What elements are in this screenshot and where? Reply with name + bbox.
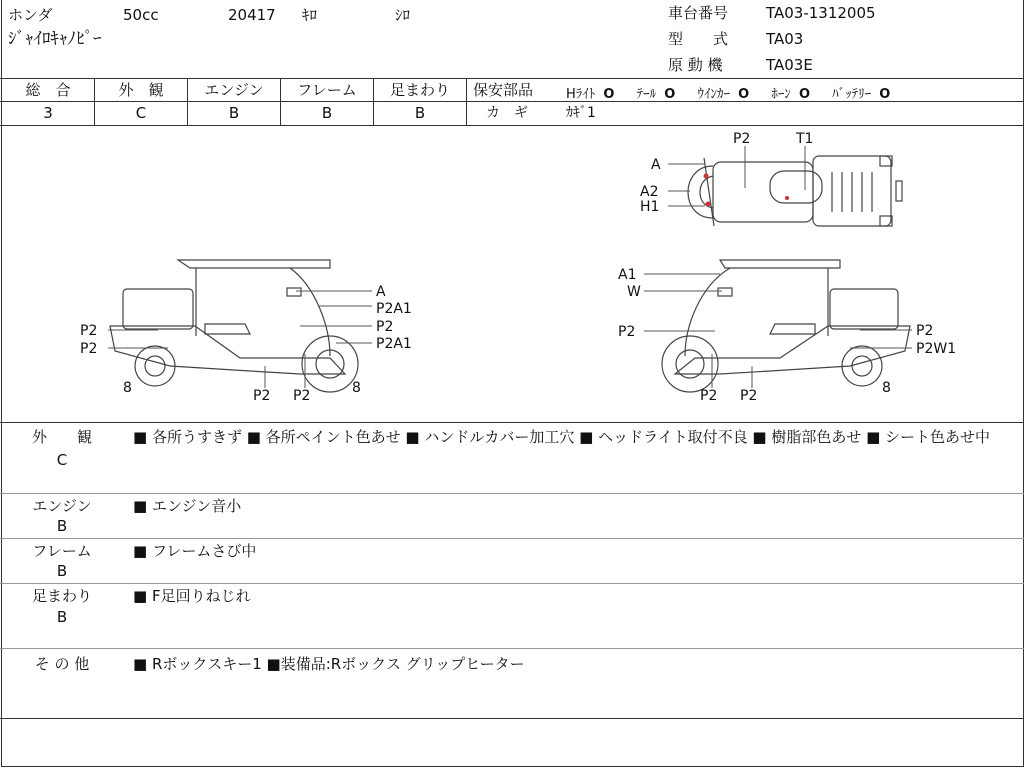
diagram-label: A1 — [618, 267, 637, 283]
diagram-label: A2 — [640, 184, 659, 200]
front-wheel — [302, 336, 358, 392]
diagram-label: P2 — [740, 388, 758, 404]
diagram-label: W — [627, 284, 641, 300]
diagram-label: P2 — [80, 323, 98, 339]
chassis-value: TA03-1312005 — [766, 4, 876, 22]
color: ｼﾛ — [395, 6, 411, 24]
top-view — [688, 156, 902, 226]
remark-grade-suspension: B — [56, 608, 68, 626]
suspension-grade-label: 足まわり — [389, 81, 450, 99]
safety-item-horn: ﾎｰﾝ — [771, 87, 791, 102]
diagram-label: A — [376, 284, 386, 300]
diagram-label: 8 — [882, 380, 891, 396]
diagram-label: P2 — [376, 319, 394, 335]
diagram-label: P2 — [700, 388, 718, 404]
divider — [0, 493, 1024, 494]
diagram-label: P2 — [80, 341, 98, 357]
diagram-label: P2A1 — [376, 301, 412, 317]
safety-item-winker: ｳｲﾝｶｰ — [697, 87, 730, 102]
diagram-label: P2 — [253, 388, 271, 404]
canopy-pillar — [290, 268, 330, 356]
canopy-roof — [720, 260, 840, 268]
divider — [0, 583, 1024, 584]
engine-grade-label: エンジン — [204, 81, 264, 99]
diagram-label: T1 — [796, 131, 814, 147]
rear-box — [123, 289, 193, 329]
safety-items — [566, 83, 890, 102]
diagram-label: P2A1 — [376, 336, 412, 352]
displacement: 50cc — [123, 6, 159, 24]
diagram-label: P2 — [733, 131, 751, 147]
remark-text-frame: ■ フレームさび中 — [133, 542, 257, 560]
safety-mark: O — [879, 87, 891, 102]
exterior-grade-label: 外 観 — [118, 81, 164, 99]
remark-text-engine: ■ エンジン音小 — [133, 497, 242, 515]
diagram-label: P2W1 — [916, 341, 957, 357]
safety-item-tail: ﾃｰﾙ — [636, 87, 657, 102]
scooter-damage-diagram — [0, 126, 1024, 423]
remark-label-suspension: 足まわり — [31, 587, 92, 605]
diagram-label: P2 — [618, 324, 636, 340]
safety-mark: O — [798, 87, 811, 102]
divider — [0, 718, 1024, 719]
diagram-label: H1 — [640, 199, 660, 215]
divider — [0, 422, 1024, 423]
type-label: 型 式 — [668, 30, 729, 48]
rear-box — [830, 289, 898, 329]
top-view-seat — [770, 171, 822, 203]
seat — [205, 324, 250, 334]
safety-parts-label: 保安部品 — [473, 81, 534, 99]
mileage: 20417 — [228, 6, 276, 24]
remark-grade-engine: B — [56, 517, 68, 535]
frame-grade-value: B — [321, 104, 333, 122]
safety-mark: O — [738, 87, 750, 102]
safety-mark: O — [664, 87, 676, 102]
engine-grade-value: B — [228, 104, 240, 122]
exterior-grade-value: C — [135, 104, 147, 122]
canopy-roof — [178, 260, 330, 268]
remark-label-other: そ の 他 — [34, 655, 90, 673]
chassis-label: 車台番号 — [668, 4, 729, 22]
overall-grade-label: 総 合 — [25, 81, 71, 99]
diagram-label: A — [651, 157, 661, 173]
mileage-unit: ｷﾛ — [302, 6, 318, 24]
right-side-view — [662, 260, 910, 392]
safety-item-headlight: Hﾗｲﾄ — [566, 87, 596, 102]
diagram-label: P2 — [916, 323, 934, 339]
safety-item-battery: ﾊﾞｯﾃﾘｰ — [832, 87, 872, 102]
remark-label-engine: エンジン — [32, 497, 92, 515]
engine-number-label: 原 動 機 — [668, 56, 723, 74]
divider — [0, 538, 1024, 539]
type-value: TA03 — [766, 30, 804, 48]
remark-grade-exterior: C — [56, 451, 68, 469]
remark-grade-frame: B — [56, 562, 68, 580]
suspension-grade-value: B — [414, 104, 426, 122]
headlight — [287, 288, 301, 296]
maker: ホンダ — [8, 6, 53, 24]
key-label: カ ギ — [486, 105, 528, 121]
safety-mark: O — [603, 87, 615, 102]
model-name: ｼﾞｬｲﾛｷｬﾉﾋﾟｰ — [8, 29, 102, 49]
headlight — [718, 288, 732, 296]
front-wheel — [662, 336, 718, 392]
diagram-label: 8 — [123, 380, 132, 396]
diagram-label: P2 — [293, 388, 311, 404]
overall-grade-value: 3 — [43, 104, 53, 122]
seat — [770, 324, 815, 334]
remark-text-suspension: ■ F足回りねじれ — [133, 587, 251, 605]
diagram-label: 8 — [352, 380, 361, 396]
divider — [0, 648, 1024, 649]
remark-text-exterior: ■ 各所うすきず ■ 各所ペイント色あせ ■ ハンドルカバー加工穴 ■ ヘッドライト取付不良 ■ 樹脂部色あせ ■ シート色あせ中 — [133, 428, 991, 446]
frame-grade-label: フレーム — [297, 81, 357, 99]
engine-number-value: TA03E — [766, 56, 813, 74]
remark-label-frame: フレーム — [32, 542, 92, 560]
remark-text-other: ■ Rボックスキー1 ■装備品:Rボックス グリップヒーター — [133, 655, 525, 673]
remark-label-exterior: 外 観 — [31, 428, 92, 446]
key-value: ｶｷﾞ1 — [566, 105, 596, 121]
